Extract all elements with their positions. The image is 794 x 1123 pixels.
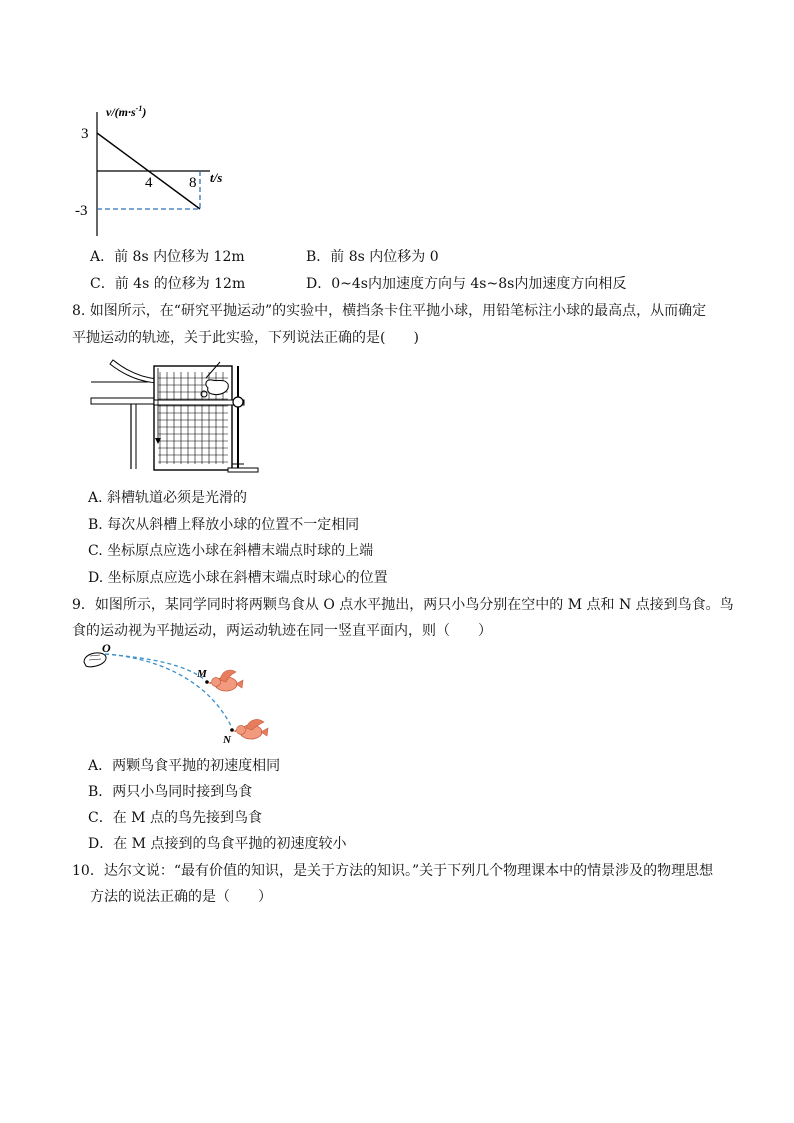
label-o: O bbox=[102, 642, 111, 655]
ramp bbox=[110, 360, 158, 383]
q7-option-d: D．0~4s内加速度方向与 4s~8s内加速度方向相反 bbox=[306, 276, 627, 292]
stand-knob bbox=[233, 397, 243, 407]
table-top bbox=[91, 398, 161, 404]
bird-food-trajectory-figure bbox=[80, 642, 280, 750]
q8-option-c: C. 坐标原点应选小球在斜槽末端点时球的上端 bbox=[88, 543, 374, 559]
projectile-experiment-apparatus bbox=[88, 352, 266, 474]
q8-stem-line1: 8. 如图所示，在“研究平抛运动”的实验中，横挡条卡住平抛小球，用铅笔标注小球的最高点，从而确定 bbox=[72, 303, 707, 319]
bird-at-n-icon bbox=[233, 720, 268, 739]
q8-option-b: B. 每次从斜槽上释放小球的位置不一定相同 bbox=[88, 517, 360, 533]
q9-option-a: A．两颗鸟食平抛的初速度相同 bbox=[88, 758, 281, 774]
q9-option-c: C．在 M 点的鸟先接到鸟食 bbox=[88, 810, 262, 826]
label-n: N bbox=[223, 734, 231, 746]
q9-stem-line1: 9．如图所示，某同学同时将两颗鸟食从 O 点水平抛出，两只小鸟分别在空中的 M 点和 N 点接到鸟食。鸟 bbox=[72, 597, 734, 613]
crossbar bbox=[154, 400, 244, 405]
x-tick-4: 4 bbox=[145, 175, 153, 191]
q8-stem-line2: 平抛运动的轨迹，关于此实验，下列说法正确的是( ) bbox=[72, 330, 419, 346]
point-m bbox=[205, 680, 209, 684]
stand-base bbox=[228, 468, 258, 472]
y-axis-label: $v/(m\cdot s^{-1})$ bbox=[106, 104, 147, 119]
x-tick-8: 8 bbox=[189, 175, 197, 191]
label-m: M bbox=[197, 668, 207, 680]
y-tick-neg3: -3 bbox=[75, 203, 88, 219]
trajectory-to-n bbox=[105, 654, 232, 728]
q9-option-b: B．两只小鸟同时接到鸟食 bbox=[88, 784, 253, 800]
q9-option-d: D．在 M 点接到的鸟食平抛的初速度较小 bbox=[88, 836, 347, 852]
q10-stem-line2: 方法的说法正确的是（ ） bbox=[90, 889, 272, 905]
point-n bbox=[230, 728, 234, 732]
q8-option-a: A. 斜槽轨道必须是光滑的 bbox=[88, 490, 248, 506]
q7-option-a: A．前 8s 内位移为 12m bbox=[90, 249, 245, 265]
trajectory-to-m bbox=[105, 654, 205, 680]
q9-stem-line2: 食的运动视为平抛运动，两运动轨迹在同一竖直平面内，则（ ） bbox=[72, 623, 492, 639]
bird-at-m-icon bbox=[208, 670, 243, 691]
y-tick-3: 3 bbox=[81, 126, 89, 142]
q7-option-b: B．前 8s 内位移为 0 bbox=[306, 249, 439, 265]
velocity-time-graph bbox=[70, 100, 240, 240]
q10-stem-line1: 10．达尔文说：“最有价值的知识，是关于方法的知识。”关于下列几个物理课本中的情景涉及的物理思想 bbox=[72, 863, 714, 879]
x-axis-label: t/s bbox=[210, 170, 223, 185]
q8-option-d: D. 坐标原点应选小球在斜槽末端点时球心的位置 bbox=[88, 570, 388, 586]
q7-option-c: C．前 4s 的位移为 12m bbox=[90, 276, 246, 292]
